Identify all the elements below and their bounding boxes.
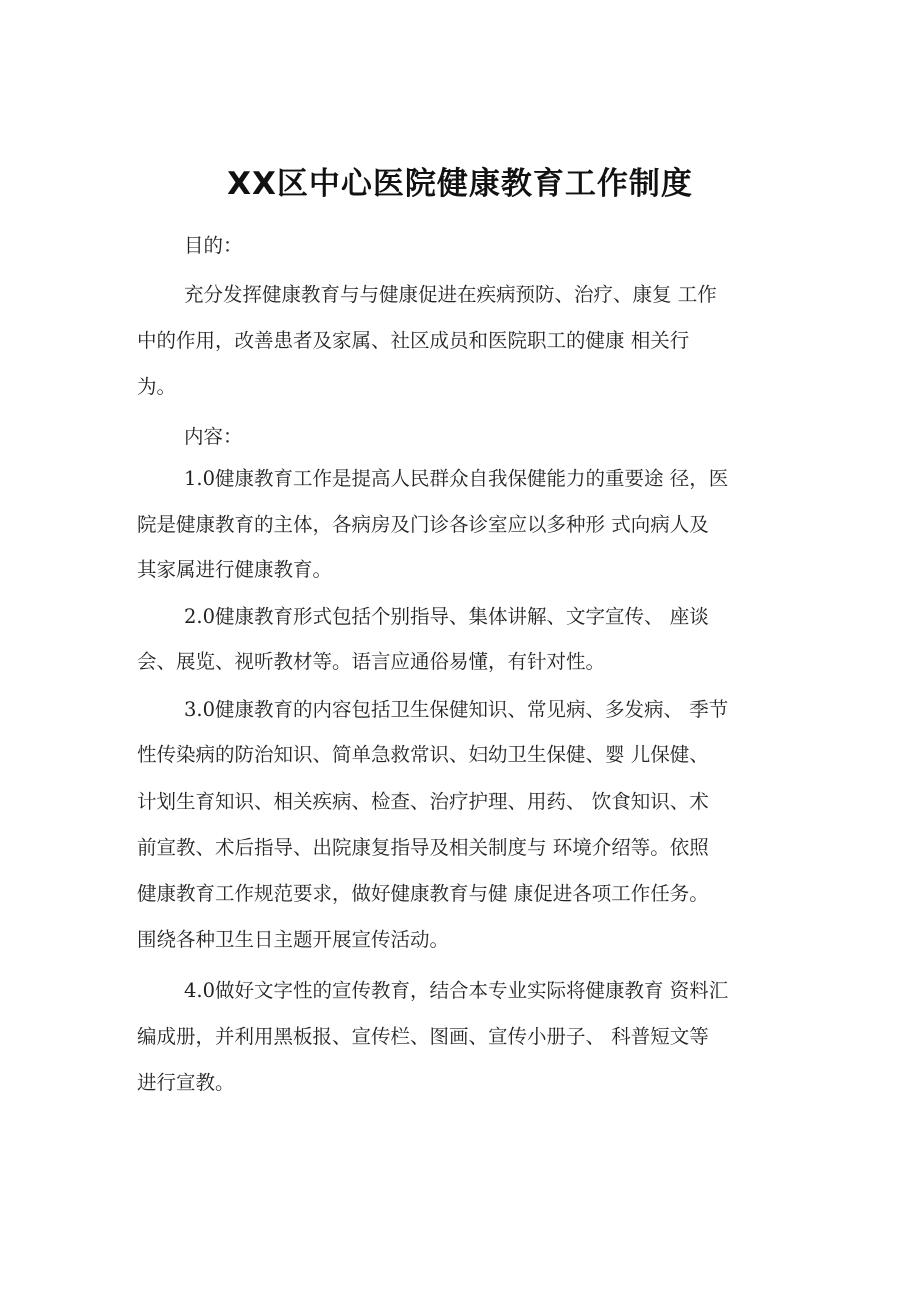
page-title: XX区中心医院健康教育工作制度 — [227, 166, 693, 202]
item-1-line: 其家属进行健康教育。 — [137, 558, 333, 581]
purpose-line: 为。 — [137, 375, 177, 398]
item-4-line: 进行宣教。 — [137, 1071, 235, 1094]
item-3-line: 3.0健康教育的内容包括卫生保健知识、常见病、多发病、 季节 — [184, 698, 729, 721]
item-4-line: 编成册，并利用黑板报、宣传栏、图画、宣传小册子、 科普短文等 — [137, 1025, 709, 1048]
purpose-heading: 目的： — [184, 234, 243, 257]
item-1-line: 院是健康教育的主体，各病房及门诊各诊室应以多种形 式向病人及 — [137, 513, 709, 536]
purpose-line: 充分发挥健康教育与与健康促进在疾病预防、治疗、康复 工作 — [184, 283, 717, 306]
item-3-line: 计划生育知识、相关疾病、检查、治疗护理、用药、 饮食知识、术 — [137, 790, 709, 813]
item-3-line: 性传染病的防治知识、简单急救常识、妇幼卫生保健、婴 儿保健、 — [137, 743, 709, 766]
item-4-line: 4.0做好文字性的宣传教育，结合本专业实际将健康教育 资料汇 — [184, 979, 729, 1002]
item-3-line: 健康教育工作规范要求，做好健康教育与健 康促进各项工作任务。 — [137, 882, 709, 905]
content-heading: 内容： — [184, 425, 243, 448]
item-1-line: 1.0健康教育工作是提高人民群众自我保健能力的重要途 径，医 — [184, 467, 729, 490]
item-2-line: 2.0健康教育形式包括个别指导、集体讲解、文字宣传、 座谈 — [184, 605, 709, 628]
item-3-line: 前宣教、术后指导、出院康复指导及相关制度与 环境介绍等。依照 — [137, 836, 709, 859]
item-3-line: 围绕各种卫生日主题开展宣传活动。 — [137, 928, 450, 951]
purpose-line: 中的作用，改善患者及家属、社区成员和医院职工的健康 相关行 — [137, 329, 690, 352]
item-2-line: 会、展览、视听教材等。语言应通俗易懂，有针对性。 — [137, 650, 606, 673]
